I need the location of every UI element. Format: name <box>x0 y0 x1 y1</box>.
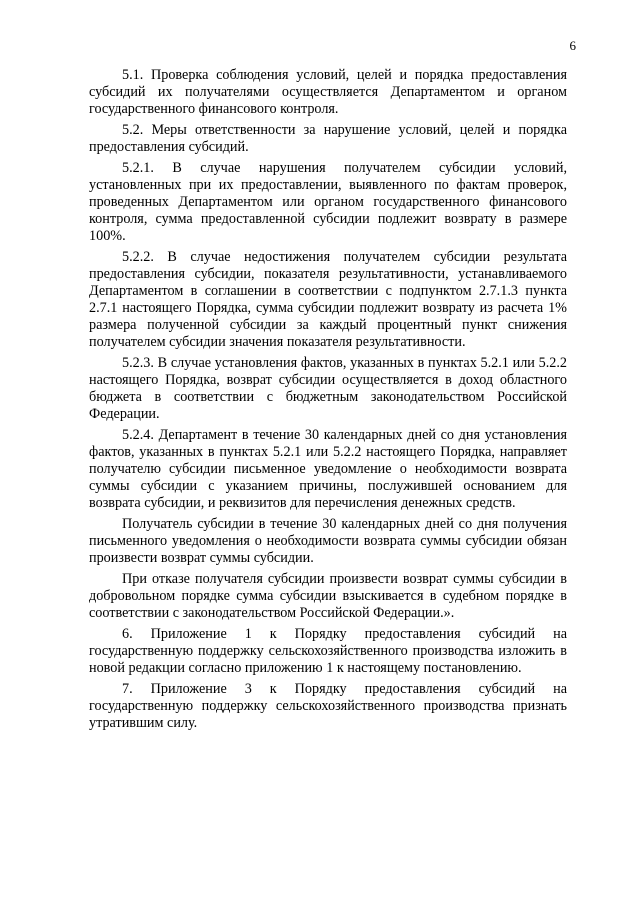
paragraph-5-2-1: 5.2.1. В случае нарушения получателем субсидии условий, установленных при их предоставлении, выявленного по фактам проверок, проведенных Департаментом или органом государственного финансового контроля, сумма предоставленной субсидии подлежит возврату в размере 100%. <box>89 160 567 244</box>
paragraph-item-7: 7. Приложение 3 к Порядку предоставления субсидий на государственную поддержку сельскохозяйственного производства признать утратившим силу. <box>89 681 567 731</box>
paragraph-5-2-2: 5.2.2. В случае недостижения получателем субсидии результата предоставления субсидии, показателя результативности, устанавливаемого Департаментом в соглашении в соответствии с подпунктом 2.7.1.3 пункта 2.7.1 настоящего Порядка, сумма субсидии подлежит возврату из расчета 1% размера полученной субсидии за каждый процентный пункт снижения получателем субсидии значения показателя результативности. <box>89 249 567 350</box>
paragraph-court-recovery: При отказе получателя субсидии произвести возврат суммы субсидии в добровольном порядке сумма субсидии взыскивается в судебном порядке в соответствии с законодательством Российской Федерации.». <box>89 571 567 621</box>
paragraph-5-2: 5.2. Меры ответственности за нарушение условий, целей и порядка предоставления субсидий. <box>89 122 567 155</box>
paragraph-5-1: 5.1. Проверка соблюдения условий, целей и порядка предоставления субсидий их получателями осуществляется Департаментом и органом государственного финансового контроля. <box>89 67 567 117</box>
paragraph-item-6: 6. Приложение 1 к Порядку предоставления субсидий на государственную поддержку сельскохозяйственного производства изложить в новой редакции согласно приложению 1 к настоящему постановлению. <box>89 626 567 676</box>
paragraph-5-2-4: 5.2.4. Департамент в течение 30 календарных дней со дня установления фактов, указанных в пунктах 5.2.1 или 5.2.2 настоящего Порядка, направляет получателю субсидии письменное уведомление о необходимости возврата суммы субсидии с указанием причины, послужившей основанием для возврата субсидии, и реквизитов для перечисления денежных средств. <box>89 427 567 511</box>
paragraph-refund-deadline: Получатель субсидии в течение 30 календарных дней со дня получения письменного уведомления о необходимости возврата суммы субсидии обязан произвести возврат суммы субсидии. <box>89 516 567 566</box>
page-number: 6 <box>569 38 576 53</box>
paragraph-5-2-3: 5.2.3. В случае установления фактов, указанных в пунктах 5.2.1 или 5.2.2 настоящего Порядка, возврат субсидии осуществляется в доход областного бюджета в соответствии с бюджетным законодательством Российской Федерации. <box>89 355 567 422</box>
document-body <box>89 67 567 732</box>
